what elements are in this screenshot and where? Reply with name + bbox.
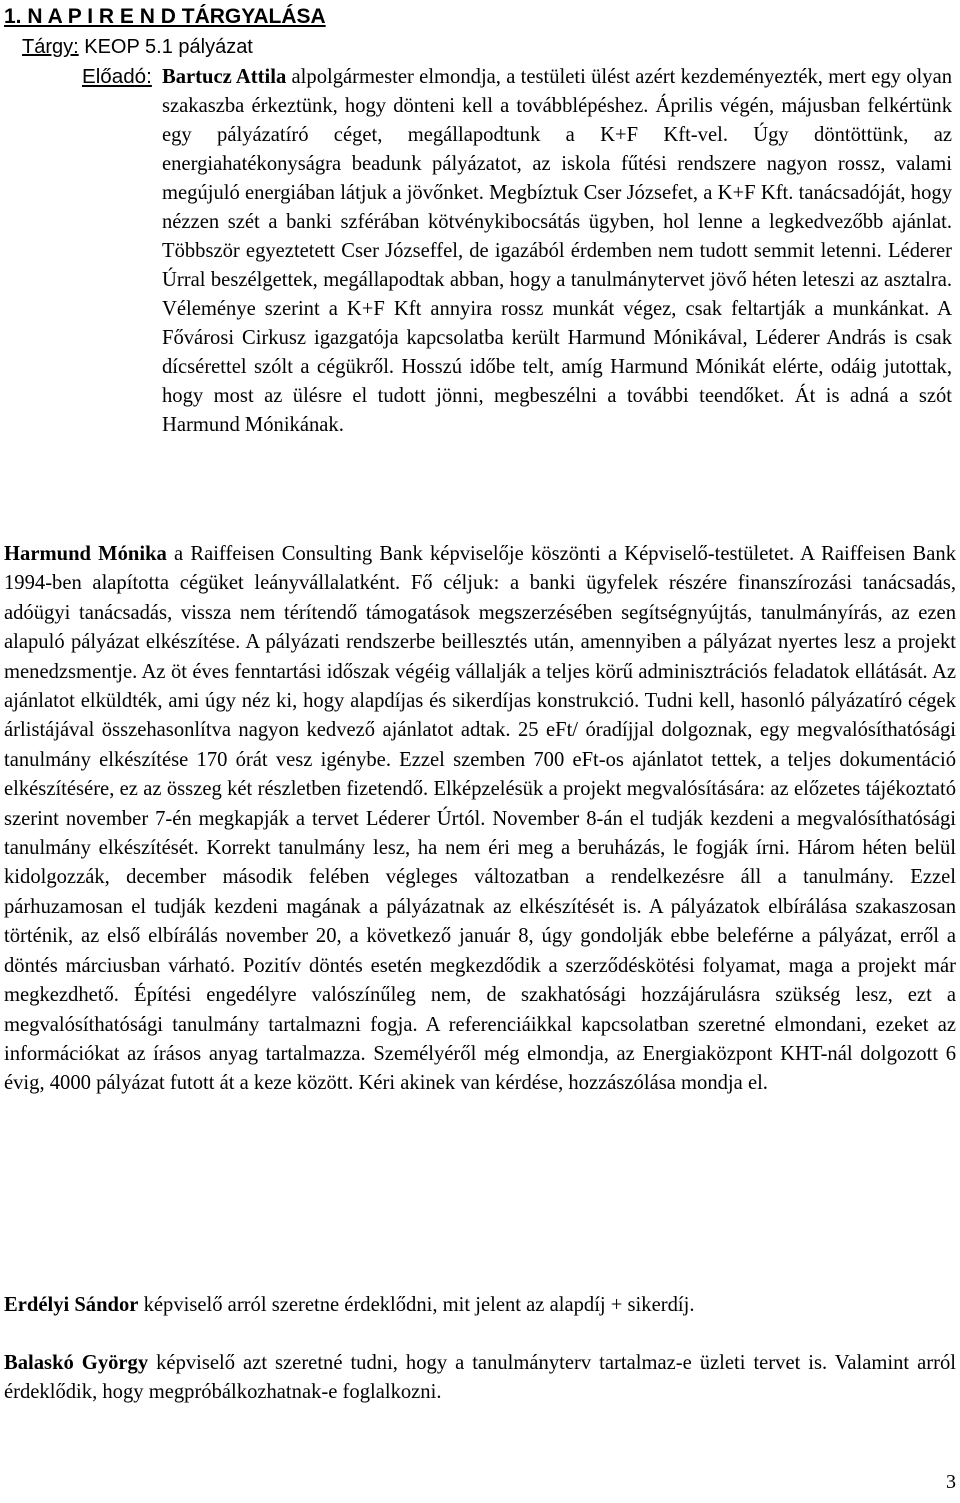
topic-label: Tárgy: xyxy=(22,36,79,58)
paragraph-text: a Raiffeisen Consulting Bank képviselője köszönti a Képviselő-testületet. A Raiffeisen Bank 1994-ben alapította cégüket leányvállalatként. Fő céljuk: a banki ügyfelek részére finanszírozási tanácsadás, adóügyi tanácsadás, vissza nem térítendő támogatások megszerzésében segítségnyújtás, tanulmányírás, az ezen alapuló pályázat elkészítése. A pályázati rendszerbe beillesztés után, amennyiben a pályázat nyertes lesz a projekt menedzsmentje. Az öt éves fenntartási időszak végéig vállalják a teljes körű adminisztrációs feladatok ellátását. Az ajánlatot elküldték, ami úgy néz ki, hogy alapdíjas és sikerdíjas konstrukció. Tudni kell, hasonló pályázatíró cégek árlistájával összehasonlítva nagyon kedvező ajánlatot adtak. 25 eFt/ óradíjjal dolgoznak, egy megvalósíthatósági tanulmány elkészítése 170 órát vesz igénybe. Ezzel szemben 700 eFt-os ajánlatot tettek, a teljes dokumentáció elkészítésére, ez az összeg két részletben fizetendő. Elképzelésük a projekt megvalósítására: az előzetes tájékoztató szerint november 7-én megkapják a tervet Léderer Úrtól. November 8-án el tudják kezdeni a megvalósíthatósági tanulmány elkészítését. Korrekt tanulmány lesz, ha nem éri meg a beruházás, le fogják írni. Három héten belül kidolgozzák, december második felében végleges változatban a rendelkezésre áll a tanulmány. Ezzel párhuzamosan el tudják kezdeni magának a pályázatnak az elkészítését is. A pályázatok elbírálása szakaszosan történik, az első elbírálás november 20, a következő január 8, úgy gondolják ebbe beleférne a pályázat, erről a döntés márciusban várható. Pozitív döntés esetén megkezdődik a szerződéskötési folyamat, maga a projekt már megkezdhető. Építési engedélyre valószínűleg nem, de szakhatósági hozzájárulásra szükség lesz, ezt a megvalósíthatósági tanulmány tartalmazni fogja. A referenciáikkal kapcsolatban szeretné elmondani, ezeket az információkat az írásos anyag tartalmazza. Személyéről még elmondja, az Energiaközpont KHT-nál dolgozott 6 évig, 4000 pályázat futott át a keze között. Kéri akinek van kérdése, hozzászólása mondja el. xyxy=(4,543,956,1095)
paragraph-text: képviselő azt szeretné tudni, hogy a tanulmányterv tartalmaz-e üzleti tervet is. Valamint arról érdeklődik, hogy megpróbálkozhatnak-e foglalkozni. xyxy=(4,1352,957,1404)
topic-line xyxy=(22,33,253,61)
topic-value: KEOP 5.1 pályázat xyxy=(78,36,253,58)
page-number: 3 xyxy=(946,1471,956,1493)
paragraph-balasko xyxy=(4,1349,956,1408)
paragraph-harmund xyxy=(4,540,956,1099)
paragraph-text: képviselő arról szeretne érdeklődni, mit jelent az alapdíj + sikerdíj. xyxy=(138,1294,695,1316)
agenda-heading: 1. N A P I R E N D TÁRGYALÁSA xyxy=(4,5,326,28)
presenter-paragraph xyxy=(82,62,952,440)
presenter-label: Előadó: xyxy=(82,65,152,88)
speaker-name: Harmund Mónika xyxy=(4,543,167,565)
speaker-name: Erdélyi Sándor xyxy=(4,1294,139,1316)
presenter-body xyxy=(82,63,952,440)
presenter-text: alpolgármester elmondja, a testületi ülést azért kezdeményezték, mert egy olyan szakaszba érkeztünk, hogy dönteni kell a továbblépéshez. Április végén, májusban felkértünk egy pályázatíró céget, megállapodtunk a K+F Kft-vel. Úgy döntöttünk, az energiahatékonyságra beadunk pályázatot, az iskola fűtési rendszere nagyon rossz, valami megújuló energiában látjuk a jövőnket. Megbíztuk Cser Józsefet, a K+F Kft. tanácsadóját, hogy nézzen szét a banki szférában kötvénykibocsátás ügyben, hol lenne a legkedvezőbb ajánlat. Többször egyeztetett Cser Józseffel, de igazából érdemben nem tudott semmit letenni. Léderer Úrral beszélgettek, megállapodtak abban, hogy a tanulmánytervet jövő héten leteszi az asztalra. Véleménye szerint a K+F Kft annyira rossz munkát végez, csak feltartják a munkánkat. A Fővárosi Cirkusz igazgatója kapcsolatba került Harmund Mónikával, Léderer András is csak dícsérettel szólt a cégükről. Hosszú időbe telt, amíg Harmund Mónikát elérte, odáig jutottak, hogy most az ülésre el tudott jönni, megbeszélni a további teendőket. Át is adná a szót Harmund Mónikának. xyxy=(162,66,953,436)
paragraph-erdelyi xyxy=(4,1291,956,1320)
speaker-name: Balaskó György xyxy=(4,1352,149,1374)
presenter-name: Bartucz Attila xyxy=(162,66,287,88)
